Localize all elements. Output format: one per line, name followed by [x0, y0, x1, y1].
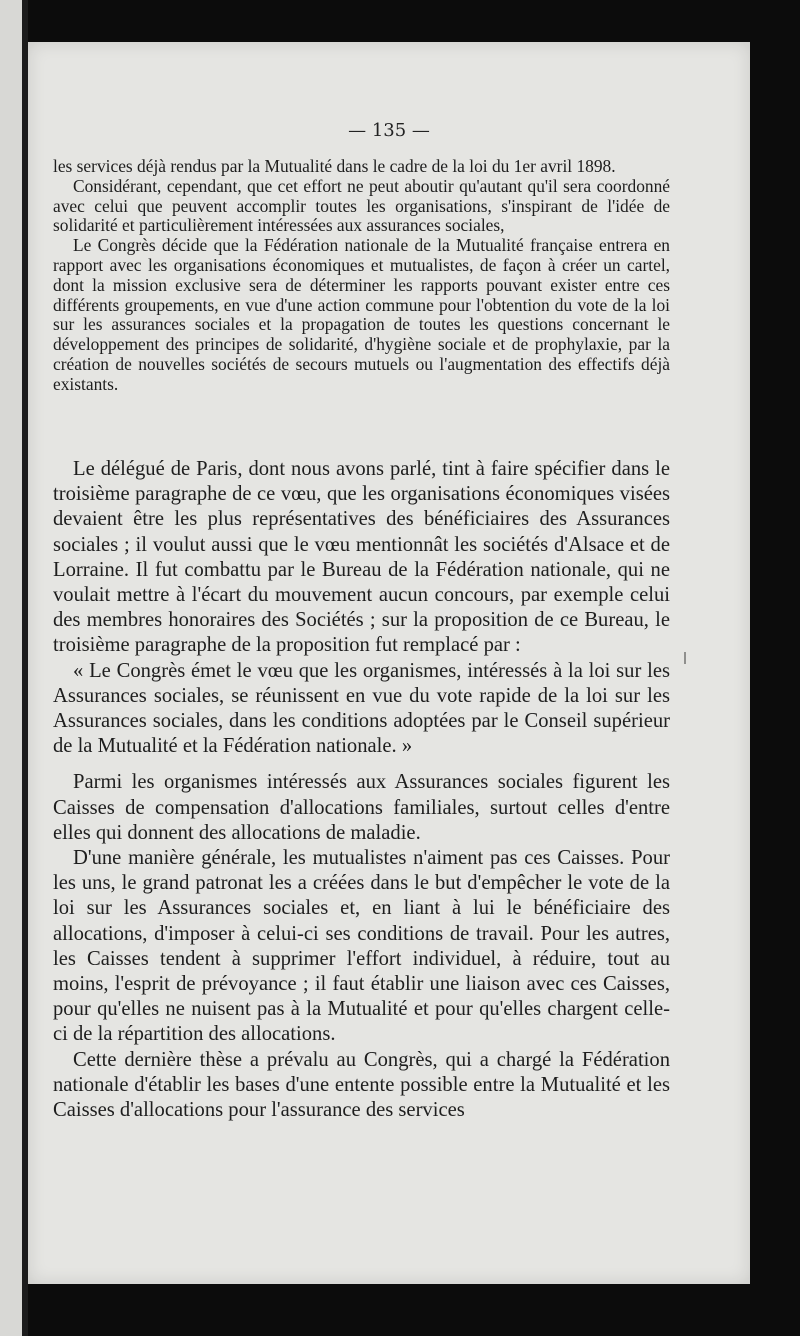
body-paragraph: Le délégué de Paris, dont nous avons parlé, tint à faire spécifier dans le troisième paragraphe de ce vœu, que les organisations économiques visées devaient être les plus représentatives des bénéficiaires des Assurances sociales ; il voulut aussi que le vœu mentionnât les sociétés d'Alsace et de Lorraine. Il fut combattu par le Bureau de la Fédération nationale, qui ne voulait mettre à l'écart du mouvement aucun concours, par exemple celui des membres honoraires des Sociétés ; sur la proposition de ce Bureau, le troisième paragraphe de la proposition fut remplacé par :	[53, 458, 670, 657]
adjacent-page-edge	[0, 0, 22, 1336]
body-paragraph: « Le Congrès émet le vœu que les organismes, intéressés à la loi sur les Assurances sociales, se réunissent en vue du vote rapide de la loi sur les Assurances sociales, dans les conditions adoptées par le Conseil supérieur de la Mutualité et la Fédération nationale. »	[53, 659, 670, 758]
body-paragraph: D'une manière générale, les mutualistes n'aiment pas ces Caisses. Pour les uns, le grand patronat les a créées dans le but d'empêcher le vote de la loi sur les Assurances sociales et, en liant à lui le bénéficiaire des allocations, d'imposer à celui-ci ses conditions de travail. Pour les autres, les Caisses tendent à supprimer l'effort individuel, à réduire, tout au moins, l'esprit de prévoyance ; il faut établir une liaison avec ces Caisses, pour qu'elles ne nuisent pas à la Mutualité et pour qu'elles chargent celle-ci de la répartition des allocations.	[53, 847, 670, 1046]
quoted-resolution	[53, 157, 670, 395]
page-number: — 135 —	[348, 120, 430, 141]
quoted-paragraph: Le Congrès décide que la Fédération nationale de la Mutualité française entrera en rapport avec les organisations économiques et mutualistes, de façon à créer un cartel, dont la mission exclusive sera de déterminer les rapports pouvant exister entre ces différents groupements, en vue d'une action commune pour l'obtention du vote de la loi sur les assurances sociales et la propagation de toutes les questions concernant le développement des principes de solidarité, d'hygiène sociale et de prophylaxie, par la création de nouvelles sociétés de secours mutuels ou l'augmentation des effectifs déjà existants.	[53, 235, 670, 394]
quoted-paragraph: Considérant, cependant, que cet effort ne peut aboutir qu'autant qu'il sera coordonné avec celui que peuvent accomplir toutes les organisations, s'inspirant de l'idée de solidarité et particulièrement intéressées aux assurances sociales,	[53, 175, 670, 236]
body-text	[53, 457, 670, 1123]
quoted-paragraph: les services déjà rendus par la Mutualité dans le cadre de la loi du 1er avril 1898.	[53, 156, 616, 176]
body-paragraph: Parmi les organismes intéressés aux Assurances sociales figurent les Caisses de compensation d'allocations familiales, surtout celles d'entre elles qui donnent des allocations de maladie.	[53, 771, 670, 844]
scan-mark	[684, 652, 686, 664]
body-paragraph: Cette dernière thèse a prévalu au Congrès, qui a chargé la Fédération nationale d'établir les bases d'une entente possible entre la Mutualité et les Caisses d'allocations pour l'assurance des services	[53, 1048, 670, 1122]
book-page	[28, 42, 750, 1284]
